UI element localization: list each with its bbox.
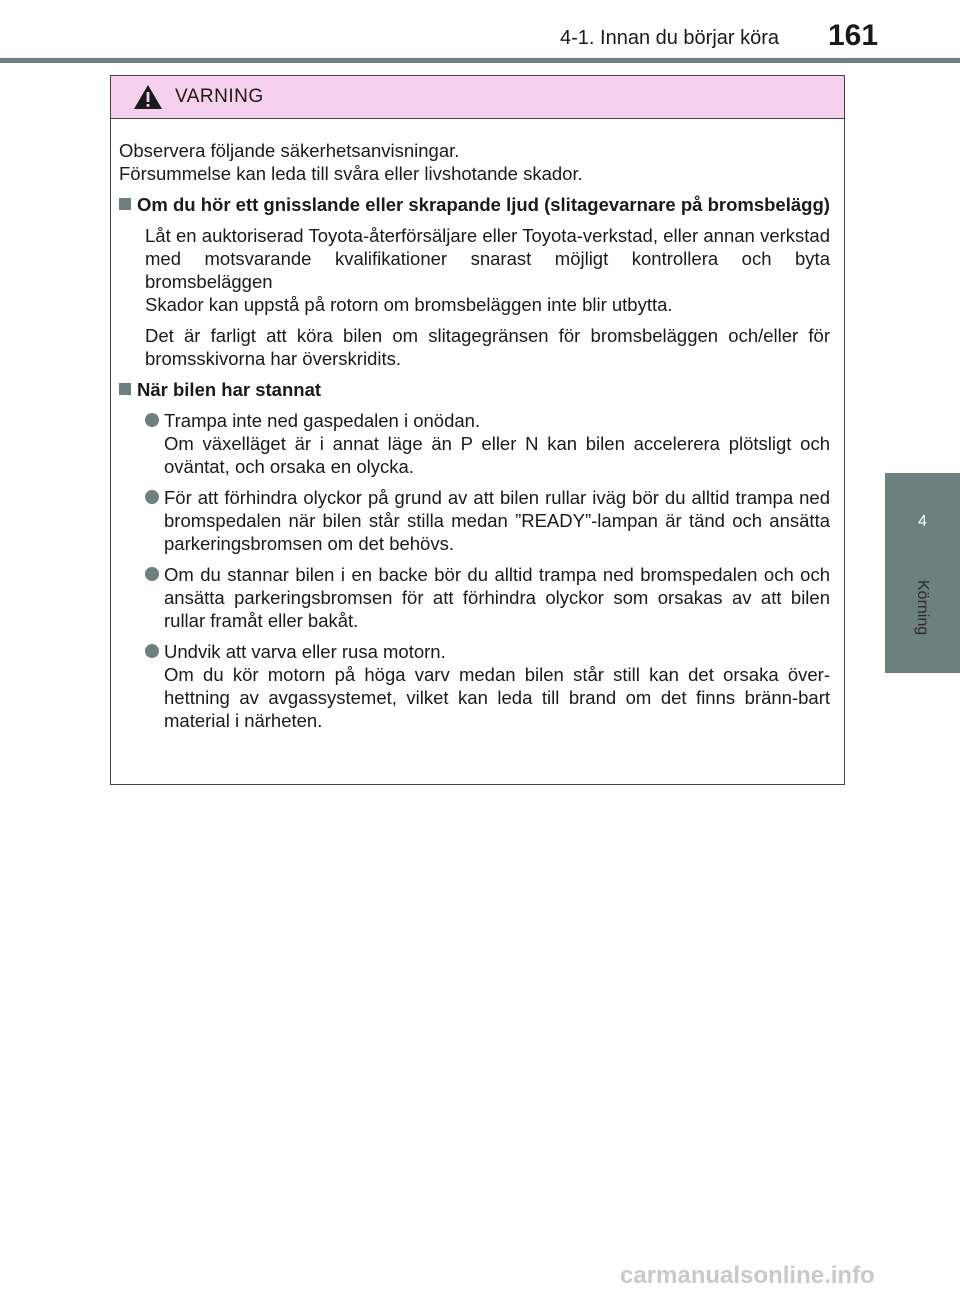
warning-body [111,119,844,732]
warning-intro [119,139,830,185]
square-bullet-icon [119,383,131,395]
paragraph-line: Låt en auktoriserad Toyota-återförsäljare eller Toyota-verkstad, eller annan verkstad med motsvarande kvalifikationer snarast möjligt kontrollera och byta bromsbeläggen [145,225,830,292]
round-bullet-icon [145,490,159,504]
list-item [145,409,830,478]
list-item-line: Om växelläget är i annat läge än P eller N kan bilen accelerera plötsligt och oväntat, och orsaka en olycka. [164,433,830,477]
list-item-text [164,563,830,632]
warning-title: VARNING [175,86,264,107]
list-item-line: För att förhindra olyckor på grund av att bilen rullar iväg bör du alltid trampa ned bromspedalen när bilen står stilla medan ”READY”-lampan är tänd och ansätta parkeringsbromsen om det behövs. [164,487,830,554]
page-number: 161 [828,19,879,52]
round-bullet-icon [145,413,159,427]
paragraph-line: Skador kan uppstå på rotorn om bromsbeläggen inte blir utbytta. [145,294,673,315]
list-item-line: Undvik att varva eller rusa motorn. [164,641,446,662]
square-bullet-icon [119,198,131,210]
paragraph: Det är farligt att köra bilen om slitagegränsen för bromsbeläggen och/eller för bromsskivorna har överskridits. [145,325,830,369]
list-item-text [164,486,830,555]
list-item-line: Trampa inte ned gaspedalen i onödan. [164,410,481,431]
header-title: 4-1. Innan du börjar köra [560,27,780,49]
paragraph [145,224,830,316]
list-item-line: Om du stannar bilen i en backe bör du alltid trampa ned bromspedalen och och ansätta parkeringsbromsen för att förhindra olyckor som orsakas av att bilen rullar framåt eller bakåt. [164,564,830,631]
intro-line: Försummelse kan leda till svåra eller livshotande skador. [119,163,583,184]
section-title-when-stopped [119,378,830,401]
list-item-text [164,640,830,732]
warning-triangle-icon [133,84,163,110]
section-title-text: Om du hör ett gnisslande eller skrapande ljud (slitagevarnare på bromsbelägg) [137,194,830,215]
watermark: carmanualsonline.info [620,1262,875,1289]
list-item [145,563,830,632]
round-bullet-icon [145,567,159,581]
warning-header [111,76,844,119]
intro-line: Observera följande säkerhetsanvisningar. [119,140,460,161]
chapter-label-text: Körning [914,580,931,636]
chapter-label [888,580,958,650]
warning-box [110,75,845,785]
chapter-number: 4 [918,513,927,530]
round-bullet-icon [145,644,159,658]
list-item [145,640,830,732]
header-rule [0,58,960,63]
list-item-text [164,409,830,478]
list-item-line: Om du kör motorn på höga varv medan bilen står still kan det orsaka över-hettning av avgassystemet, vilket kan leda till brand om det finns bränn-bart material i närheten. [164,664,830,731]
section-title-brake-wear [119,193,830,216]
section-title-text: När bilen har stannat [137,379,322,400]
list-item [145,486,830,555]
